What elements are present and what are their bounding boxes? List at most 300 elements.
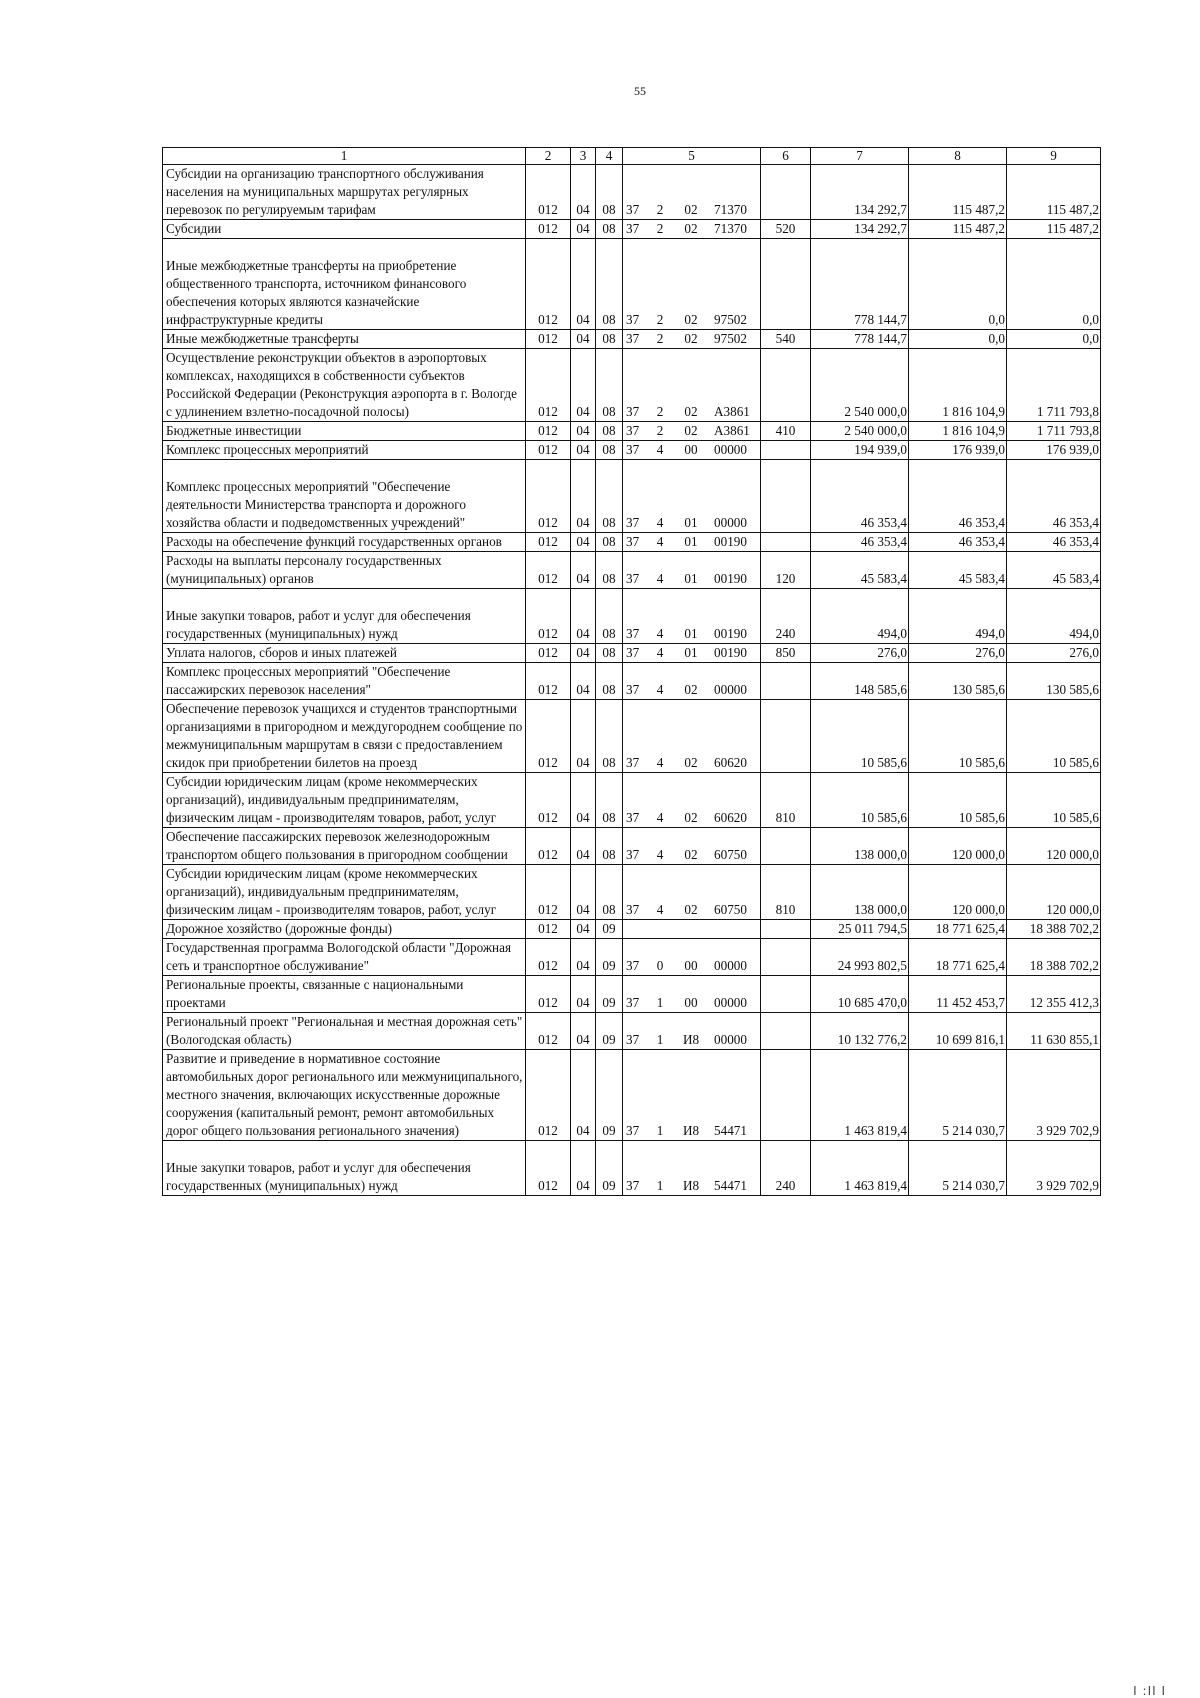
row-expense-type [761, 349, 811, 422]
row-name [163, 533, 526, 552]
target-article-part-2: 1 [656, 1032, 664, 1047]
row-name [163, 700, 526, 773]
target-article-part-2: 0 [656, 958, 664, 973]
row-section: 04 [571, 700, 596, 773]
row-section: 04 [571, 828, 596, 865]
table-row [163, 828, 1101, 865]
row-section: 04 [571, 1141, 596, 1196]
target-article-part-3: 01 [684, 645, 698, 660]
target-article-part-1: 37 [626, 1032, 640, 1047]
target-article-part-1: 37 [626, 423, 640, 438]
row-subsection: 08 [596, 644, 623, 663]
row-name [163, 939, 526, 976]
row-name [163, 773, 526, 828]
row-subsection: 08 [596, 828, 623, 865]
row-expense-type: 850 [761, 644, 811, 663]
row-section: 04 [571, 441, 596, 460]
target-article-part-4: А3861 [714, 404, 750, 419]
target-article-part-1: 37 [626, 202, 640, 217]
target-article-part-1: 37 [626, 312, 640, 327]
row-subsection: 09 [596, 1013, 623, 1050]
row-section: 04 [571, 865, 596, 920]
row-amount-col8: 46 353,4 [909, 533, 1007, 552]
row-target-article [623, 920, 761, 939]
target-article-part-2: 4 [656, 571, 664, 586]
row-name-text: Региональный проект "Региональная и местная дорожная сеть" (Вологодская область) [166, 1014, 523, 1047]
row-name [163, 644, 526, 663]
target-article-part-1: 37 [626, 682, 640, 697]
target-article-part-4: 54471 [714, 1123, 747, 1138]
row-name [163, 165, 526, 220]
row-target-article [623, 773, 761, 828]
table-row [163, 663, 1101, 700]
target-article-part-2: 2 [656, 221, 664, 236]
target-article-part-2: 1 [656, 995, 664, 1010]
target-article-part-1: 37 [626, 847, 640, 862]
target-article-part-3: 01 [684, 626, 698, 641]
target-article-part-2: 4 [656, 442, 664, 457]
row-name-text: Иные межбюджетные трансферты [166, 331, 359, 346]
row-amount-col9: 45 583,4 [1007, 552, 1101, 589]
row-name [163, 422, 526, 441]
row-amount-col9: 276,0 [1007, 644, 1101, 663]
target-article-part-3: 02 [684, 312, 698, 327]
row-amount-col8: 494,0 [909, 589, 1007, 644]
row-amount-col7: 46 353,4 [811, 460, 909, 533]
row-amount-col9: 46 353,4 [1007, 533, 1101, 552]
row-amount-col9: 115 487,2 [1007, 220, 1101, 239]
row-amount-col7: 10 585,6 [811, 700, 909, 773]
row-subsection: 08 [596, 460, 623, 533]
row-admin-code: 012 [526, 165, 571, 220]
row-admin-code: 012 [526, 220, 571, 239]
target-article-part-4: 71370 [714, 202, 747, 217]
page-number: 55 [634, 84, 646, 98]
row-admin-code: 012 [526, 1050, 571, 1141]
row-amount-col8: 120 000,0 [909, 865, 1007, 920]
row-name [163, 1050, 526, 1141]
row-target-article [623, 239, 761, 330]
row-amount-col9: 11 630 855,1 [1007, 1013, 1101, 1050]
target-article-part-4: 00190 [714, 645, 747, 660]
target-article-part-4: 00000 [714, 682, 747, 697]
target-article-part-3: 02 [684, 423, 698, 438]
row-amount-col8: 5 214 030,7 [909, 1050, 1007, 1141]
row-name [163, 589, 526, 644]
row-amount-col9: 18 388 702,2 [1007, 939, 1101, 976]
target-article-part-2: 4 [656, 682, 664, 697]
row-name-text: Расходы на выплаты персоналу государственных (муниципальных) органов [166, 553, 442, 586]
row-expense-type: 520 [761, 220, 811, 239]
row-admin-code: 012 [526, 239, 571, 330]
row-subsection: 09 [596, 939, 623, 976]
row-target-article [623, 552, 761, 589]
row-target-article [623, 976, 761, 1013]
row-subsection: 08 [596, 589, 623, 644]
target-article-part-3: 00 [684, 995, 698, 1010]
row-target-article [623, 533, 761, 552]
row-name [163, 865, 526, 920]
row-amount-col8: 5 214 030,7 [909, 1141, 1007, 1196]
row-section: 04 [571, 939, 596, 976]
target-article-part-2: 2 [656, 331, 664, 346]
table-row [163, 1050, 1101, 1141]
row-name [163, 976, 526, 1013]
row-admin-code: 012 [526, 939, 571, 976]
row-expense-type: 120 [761, 552, 811, 589]
row-amount-col8: 176 939,0 [909, 441, 1007, 460]
row-amount-col8: 11 452 453,7 [909, 976, 1007, 1013]
row-name-text: Бюджетные инвестиции [166, 423, 302, 438]
table-body [163, 165, 1101, 1196]
header-col-9: 9 [1007, 148, 1101, 165]
row-expense-type [761, 533, 811, 552]
row-admin-code: 012 [526, 1141, 571, 1196]
row-target-article [623, 1141, 761, 1196]
target-article-part-1: 37 [626, 1123, 640, 1138]
row-subsection: 08 [596, 220, 623, 239]
row-target-article [623, 220, 761, 239]
table-row [163, 165, 1101, 220]
row-name-text: Региональные проекты, связанные с национальными проектами [166, 977, 464, 1010]
row-target-article [623, 1050, 761, 1141]
row-name-text: Субсидии [166, 221, 222, 236]
target-article-part-4: 00000 [714, 1032, 747, 1047]
row-name-text: Комплекс процессных мероприятий [166, 442, 369, 457]
row-expense-type [761, 460, 811, 533]
header-col-7: 7 [811, 148, 909, 165]
row-expense-type [761, 700, 811, 773]
row-amount-col7: 1 463 819,4 [811, 1050, 909, 1141]
row-name [163, 920, 526, 939]
row-amount-col9: 176 939,0 [1007, 441, 1101, 460]
header-col-8: 8 [909, 148, 1007, 165]
row-amount-col7: 1 463 819,4 [811, 1141, 909, 1196]
row-amount-col7: 10 132 776,2 [811, 1013, 909, 1050]
row-subsection: 09 [596, 1050, 623, 1141]
target-article-part-1: 37 [626, 515, 640, 530]
row-target-article [623, 460, 761, 533]
target-article-part-3: 02 [684, 331, 698, 346]
target-article-part-2: 2 [656, 202, 664, 217]
row-subsection: 08 [596, 422, 623, 441]
row-admin-code: 012 [526, 663, 571, 700]
target-article-part-3: 00 [684, 442, 698, 457]
target-article-part-3: 02 [684, 682, 698, 697]
row-name [163, 1013, 526, 1050]
row-admin-code: 012 [526, 828, 571, 865]
target-article-part-4: А3861 [714, 423, 750, 438]
row-expense-type [761, 828, 811, 865]
row-admin-code: 012 [526, 349, 571, 422]
row-amount-col7: 134 292,7 [811, 220, 909, 239]
row-target-article [623, 441, 761, 460]
row-admin-code: 012 [526, 460, 571, 533]
target-article-part-3: 01 [684, 534, 698, 549]
row-amount-col8: 46 353,4 [909, 460, 1007, 533]
row-name [163, 663, 526, 700]
target-article-part-1: 37 [626, 1178, 640, 1193]
row-expense-type [761, 1013, 811, 1050]
target-article-part-4: 60620 [714, 810, 747, 825]
row-subsection: 09 [596, 976, 623, 1013]
row-amount-col8: 115 487,2 [909, 220, 1007, 239]
row-amount-col7: 24 993 802,5 [811, 939, 909, 976]
row-amount-col7: 2 540 000,0 [811, 349, 909, 422]
row-target-article [623, 865, 761, 920]
target-article-part-1: 37 [626, 331, 640, 346]
row-amount-col8: 45 583,4 [909, 552, 1007, 589]
row-amount-col8: 120 000,0 [909, 828, 1007, 865]
target-article-part-1: 37 [626, 755, 640, 770]
budget-table [162, 147, 1101, 1196]
row-amount-col9: 18 388 702,2 [1007, 920, 1101, 939]
row-spacer [166, 460, 523, 478]
header-col-4: 4 [596, 148, 623, 165]
target-article-part-3: 02 [684, 202, 698, 217]
row-expense-type [761, 239, 811, 330]
target-article-part-2: 4 [656, 645, 664, 660]
row-amount-col8: 0,0 [909, 239, 1007, 330]
row-section: 04 [571, 1050, 596, 1141]
table-row [163, 920, 1101, 939]
row-subsection: 08 [596, 663, 623, 700]
scan-mark: I :II I [1133, 1684, 1166, 1698]
table-row [163, 533, 1101, 552]
table-row [163, 1013, 1101, 1050]
row-name-text: Субсидии на организацию транспортного обслуживания населения на муниципальных маршрутах регулярных перевозок по регулируемым тарифам [166, 166, 484, 217]
row-admin-code: 012 [526, 773, 571, 828]
target-article-part-3: И8 [682, 1032, 700, 1047]
row-amount-col7: 10 685 470,0 [811, 976, 909, 1013]
table-row [163, 644, 1101, 663]
target-article-part-2: 1 [656, 1123, 664, 1138]
target-article-part-4: 00000 [714, 442, 747, 457]
target-article-part-1: 37 [626, 902, 640, 917]
row-amount-col9: 130 585,6 [1007, 663, 1101, 700]
row-subsection: 08 [596, 330, 623, 349]
row-subsection: 08 [596, 700, 623, 773]
row-spacer [166, 589, 523, 607]
row-target-article [623, 663, 761, 700]
row-amount-col8: 18 771 625,4 [909, 939, 1007, 976]
row-expense-type [761, 663, 811, 700]
row-section: 04 [571, 349, 596, 422]
row-expense-type: 240 [761, 1141, 811, 1196]
row-section: 04 [571, 663, 596, 700]
row-amount-col8: 10 699 816,1 [909, 1013, 1007, 1050]
target-article-part-4: 97502 [714, 331, 747, 346]
row-amount-col7: 134 292,7 [811, 165, 909, 220]
row-target-article [623, 828, 761, 865]
row-subsection: 08 [596, 165, 623, 220]
row-name-text: Комплекс процессных мероприятий "Обеспечение деятельности Министерства транспорта и дорожного хозяйства области и подведомственных учреждений" [166, 479, 466, 530]
row-name-text: Комплекс процессных мероприятий "Обеспечение пассажирских перевозок населения" [166, 664, 451, 697]
row-name-text: Иные закупки товаров, работ и услуг для обеспечения государственных (муниципальных) нужд [166, 1160, 471, 1193]
table-row [163, 773, 1101, 828]
row-amount-col8: 18 771 625,4 [909, 920, 1007, 939]
row-name [163, 552, 526, 589]
row-admin-code: 012 [526, 552, 571, 589]
row-amount-col9: 12 355 412,3 [1007, 976, 1101, 1013]
row-name [163, 441, 526, 460]
row-section: 04 [571, 220, 596, 239]
target-article-part-2: 4 [656, 534, 664, 549]
row-expense-type: 810 [761, 865, 811, 920]
row-section: 04 [571, 330, 596, 349]
target-article-part-2: 1 [656, 1178, 664, 1193]
table-row [163, 349, 1101, 422]
row-name-text: Государственная программа Вологодской области "Дорожная сеть и транспортное обслуживание" [166, 940, 512, 973]
target-article-part-3: И8 [682, 1178, 700, 1193]
target-article-part-2: 2 [656, 423, 664, 438]
target-article-part-1: 37 [626, 626, 640, 641]
row-name-text: Субсидии юридическим лицам (кроме некоммерческих организаций), индивидуальным предпринимателям, физическим лицам - производителям товаров, работ, услуг [166, 866, 497, 917]
target-article-part-4: 60750 [714, 902, 747, 917]
row-admin-code: 012 [526, 644, 571, 663]
row-section: 04 [571, 239, 596, 330]
target-article-part-2: 4 [656, 810, 664, 825]
row-subsection: 09 [596, 920, 623, 939]
target-article-part-1: 37 [626, 571, 640, 586]
row-name [163, 828, 526, 865]
row-amount-col9: 10 585,6 [1007, 700, 1101, 773]
row-section: 04 [571, 533, 596, 552]
table-row [163, 700, 1101, 773]
row-amount-col9: 1 711 793,8 [1007, 422, 1101, 441]
target-article-part-3: 00 [684, 958, 698, 973]
row-section: 04 [571, 552, 596, 589]
header-col-2: 2 [526, 148, 571, 165]
row-target-article [623, 700, 761, 773]
row-subsection: 08 [596, 349, 623, 422]
row-target-article [623, 589, 761, 644]
row-expense-type [761, 920, 811, 939]
row-amount-col9: 1 711 793,8 [1007, 349, 1101, 422]
target-article-part-2: 4 [656, 626, 664, 641]
row-amount-col7: 45 583,4 [811, 552, 909, 589]
table-row [163, 441, 1101, 460]
row-section: 04 [571, 1013, 596, 1050]
target-article-part-2: 4 [656, 902, 664, 917]
row-name [163, 220, 526, 239]
row-amount-col7: 778 144,7 [811, 330, 909, 349]
row-amount-col9: 0,0 [1007, 330, 1101, 349]
row-name-text: Иные межбюджетные трансферты на приобретение общественного транспорта, источником финансового обеспечения которых являются казначейские инфраструктурные кредиты [166, 258, 467, 327]
table-row [163, 330, 1101, 349]
table-row [163, 460, 1101, 533]
row-spacer [166, 239, 523, 257]
target-article-part-1: 37 [626, 645, 640, 660]
row-target-article [623, 644, 761, 663]
header-col-3: 3 [571, 148, 596, 165]
row-subsection: 08 [596, 533, 623, 552]
row-subsection: 08 [596, 239, 623, 330]
row-expense-type: 540 [761, 330, 811, 349]
target-article-part-2: 4 [656, 755, 664, 770]
row-amount-col9: 10 585,6 [1007, 773, 1101, 828]
target-article-part-4: 97502 [714, 312, 747, 327]
row-target-article [623, 939, 761, 976]
target-article-part-4: 00190 [714, 626, 747, 641]
row-subsection: 08 [596, 441, 623, 460]
target-article-part-1: 37 [626, 810, 640, 825]
row-expense-type: 810 [761, 773, 811, 828]
row-name [163, 330, 526, 349]
row-expense-type [761, 165, 811, 220]
table-row [163, 939, 1101, 976]
row-amount-col7: 138 000,0 [811, 865, 909, 920]
row-name-text: Дорожное хозяйство (дорожные фонды) [166, 921, 393, 936]
target-article-part-4: 00000 [714, 995, 747, 1010]
target-article-part-4: 00190 [714, 571, 747, 586]
row-admin-code: 012 [526, 589, 571, 644]
row-admin-code: 012 [526, 533, 571, 552]
target-article-part-4: 00000 [714, 958, 747, 973]
row-section: 04 [571, 589, 596, 644]
row-target-article [623, 1013, 761, 1050]
row-name-text: Субсидии юридическим лицам (кроме некоммерческих организаций), индивидуальным предпринимателям, физическим лицам - производителям товаров, работ, услуг [166, 774, 497, 825]
row-admin-code: 012 [526, 920, 571, 939]
row-amount-col7: 10 585,6 [811, 773, 909, 828]
row-name-text: Иные закупки товаров, работ и услуг для обеспечения государственных (муниципальных) нужд [166, 608, 471, 641]
target-article-part-3: 02 [684, 810, 698, 825]
target-article-part-3: 02 [684, 847, 698, 862]
table-header-row [163, 148, 1101, 165]
target-article-part-3: 01 [684, 571, 698, 586]
row-target-article [623, 422, 761, 441]
header-col-5: 5 [623, 148, 761, 165]
row-spacer [166, 1141, 523, 1159]
row-expense-type [761, 976, 811, 1013]
target-article-part-3: И8 [682, 1123, 700, 1138]
row-subsection: 08 [596, 773, 623, 828]
table-row [163, 552, 1101, 589]
row-name-text: Уплата налогов, сборов и иных платежей [166, 645, 397, 660]
row-target-article [623, 349, 761, 422]
row-amount-col8: 10 585,6 [909, 700, 1007, 773]
row-admin-code: 012 [526, 330, 571, 349]
table-row [163, 589, 1101, 644]
row-section: 04 [571, 644, 596, 663]
row-subsection: 09 [596, 1141, 623, 1196]
row-amount-col7: 148 585,6 [811, 663, 909, 700]
row-section: 04 [571, 976, 596, 1013]
row-subsection: 08 [596, 865, 623, 920]
row-name [163, 239, 526, 330]
row-name [163, 1141, 526, 1196]
row-amount-col7: 276,0 [811, 644, 909, 663]
table-row [163, 239, 1101, 330]
target-article-part-1: 37 [626, 995, 640, 1010]
target-article-part-4: 54471 [714, 1178, 747, 1193]
row-admin-code: 012 [526, 441, 571, 460]
row-expense-type [761, 939, 811, 976]
row-admin-code: 012 [526, 976, 571, 1013]
target-article-part-2: 4 [656, 847, 664, 862]
target-article-part-3: 02 [684, 755, 698, 770]
table-row [163, 865, 1101, 920]
row-admin-code: 012 [526, 700, 571, 773]
row-name [163, 349, 526, 422]
row-target-article [623, 165, 761, 220]
target-article-part-4: 71370 [714, 221, 747, 236]
row-amount-col9: 46 353,4 [1007, 460, 1101, 533]
target-article-part-3: 02 [684, 221, 698, 236]
row-amount-col7: 2 540 000,0 [811, 422, 909, 441]
row-section: 04 [571, 773, 596, 828]
row-name-text: Расходы на обеспечение функций государственных органов [166, 534, 502, 549]
